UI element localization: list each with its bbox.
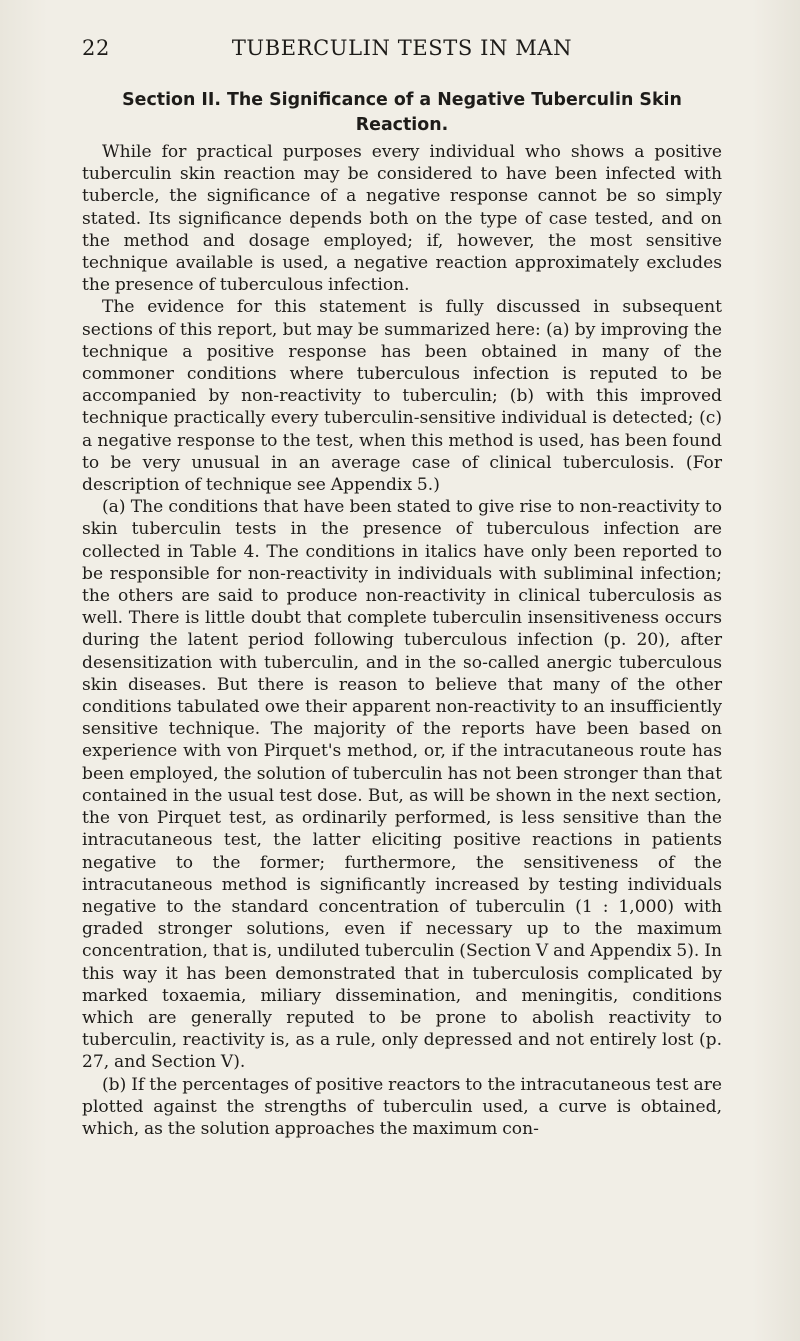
- running-head: [82, 36, 722, 66]
- section-heading-line-2: Reaction.: [355, 115, 449, 135]
- paragraph-b-percentages: (b) If the percentages of positive reactors to the intracutaneous test are plotted against the strengths of tuberculin used, a curve is obtained, which, as the solution approaches the maximum con-: [82, 1074, 722, 1139]
- paragraph-a-conditions: (a) The conditions that have been stated to give rise to non-reactivity to skin tuberculin tests in the presence of tuberculous infection are collected in Table 4. The conditions in italics have only been reported to be responsible for non-reactivity in individuals with subliminal infection; the others are said to produce non-reactivity in clinical tuberculosis as well. There is little doubt that complete tuberculin insensitiveness occurs during the latent period following tuberculous infection (p. 20), after desensitization with tuberculin, and in the so-called anergic tuberculous skin diseases. But there is reason to believe that many of the other conditions tabulated owe their apparent non-reactivity to an insufficiently sensitive technique. The majority of the reports have been based on experience with von Pirquet's method, or, if the intracutaneous route has been employed, the solution of tuberculin has not been stronger than that contained in the usual test dose. But, as will be shown in the next section, the von Pirquet test, as ordinarily performed, is less sensitive than the intracutaneous test, the latter eliciting positive reactions in patients negative to the former; furthermore, the sensitiveness of the intracutaneous method is significantly increased by testing individuals negative to the standard concentration of tuberculin (1 : 1,000) with graded stronger solutions, even if necessary up to the maximum concentration, that is, undiluted tuberculin (Section V and Appendix 5). In this way it has been demonstrated that in tuberculosis complicated by marked toxaemia, miliary dissemination, and meningitis, conditions which are generally reputed to be prone to abolish reactivity to tuberculin, reactivity is, as a rule, only depressed and not entirely lost (p. 27, and Section V).: [82, 497, 722, 1073]
- section-heading-line-1: Section II. The Significance of a Negative Tuberculin Skin: [122, 90, 682, 110]
- page-number: 22: [82, 36, 110, 60]
- paragraph-evidence-summary: The evidence for this statement is fully discussed in subsequent sections of this report, but may be summarized here: (a) by improving the technique a positive response has been obtained in many of the commoner conditions where tuberculous infection is reputed to be accompanied by non-reactivity to tuberculin; (b) with this improved technique practically every tuberculin-sensitive individual is detected; (c) a negative response to the test, when this method is used, has been found to be very unusual in an average case of clinical tuberculosis. (For description of technique see Appendix 5.): [82, 297, 722, 496]
- section-heading: [82, 88, 722, 138]
- paragraph-intro: While for practical purposes every individual who shows a positive tuberculin skin reaction may be considered to have been infected with tubercle, the significance of a negative response cannot be so simply stated. Its significance depends both on the type of case tested, and on the method and dosage employed; if, however, the most sensitive technique available is used, a negative reaction approximately excludes the presence of tuberculous infection.: [82, 142, 722, 296]
- running-title: TUBERCULIN TESTS IN MAN: [231, 36, 573, 60]
- body-text: [82, 141, 722, 1140]
